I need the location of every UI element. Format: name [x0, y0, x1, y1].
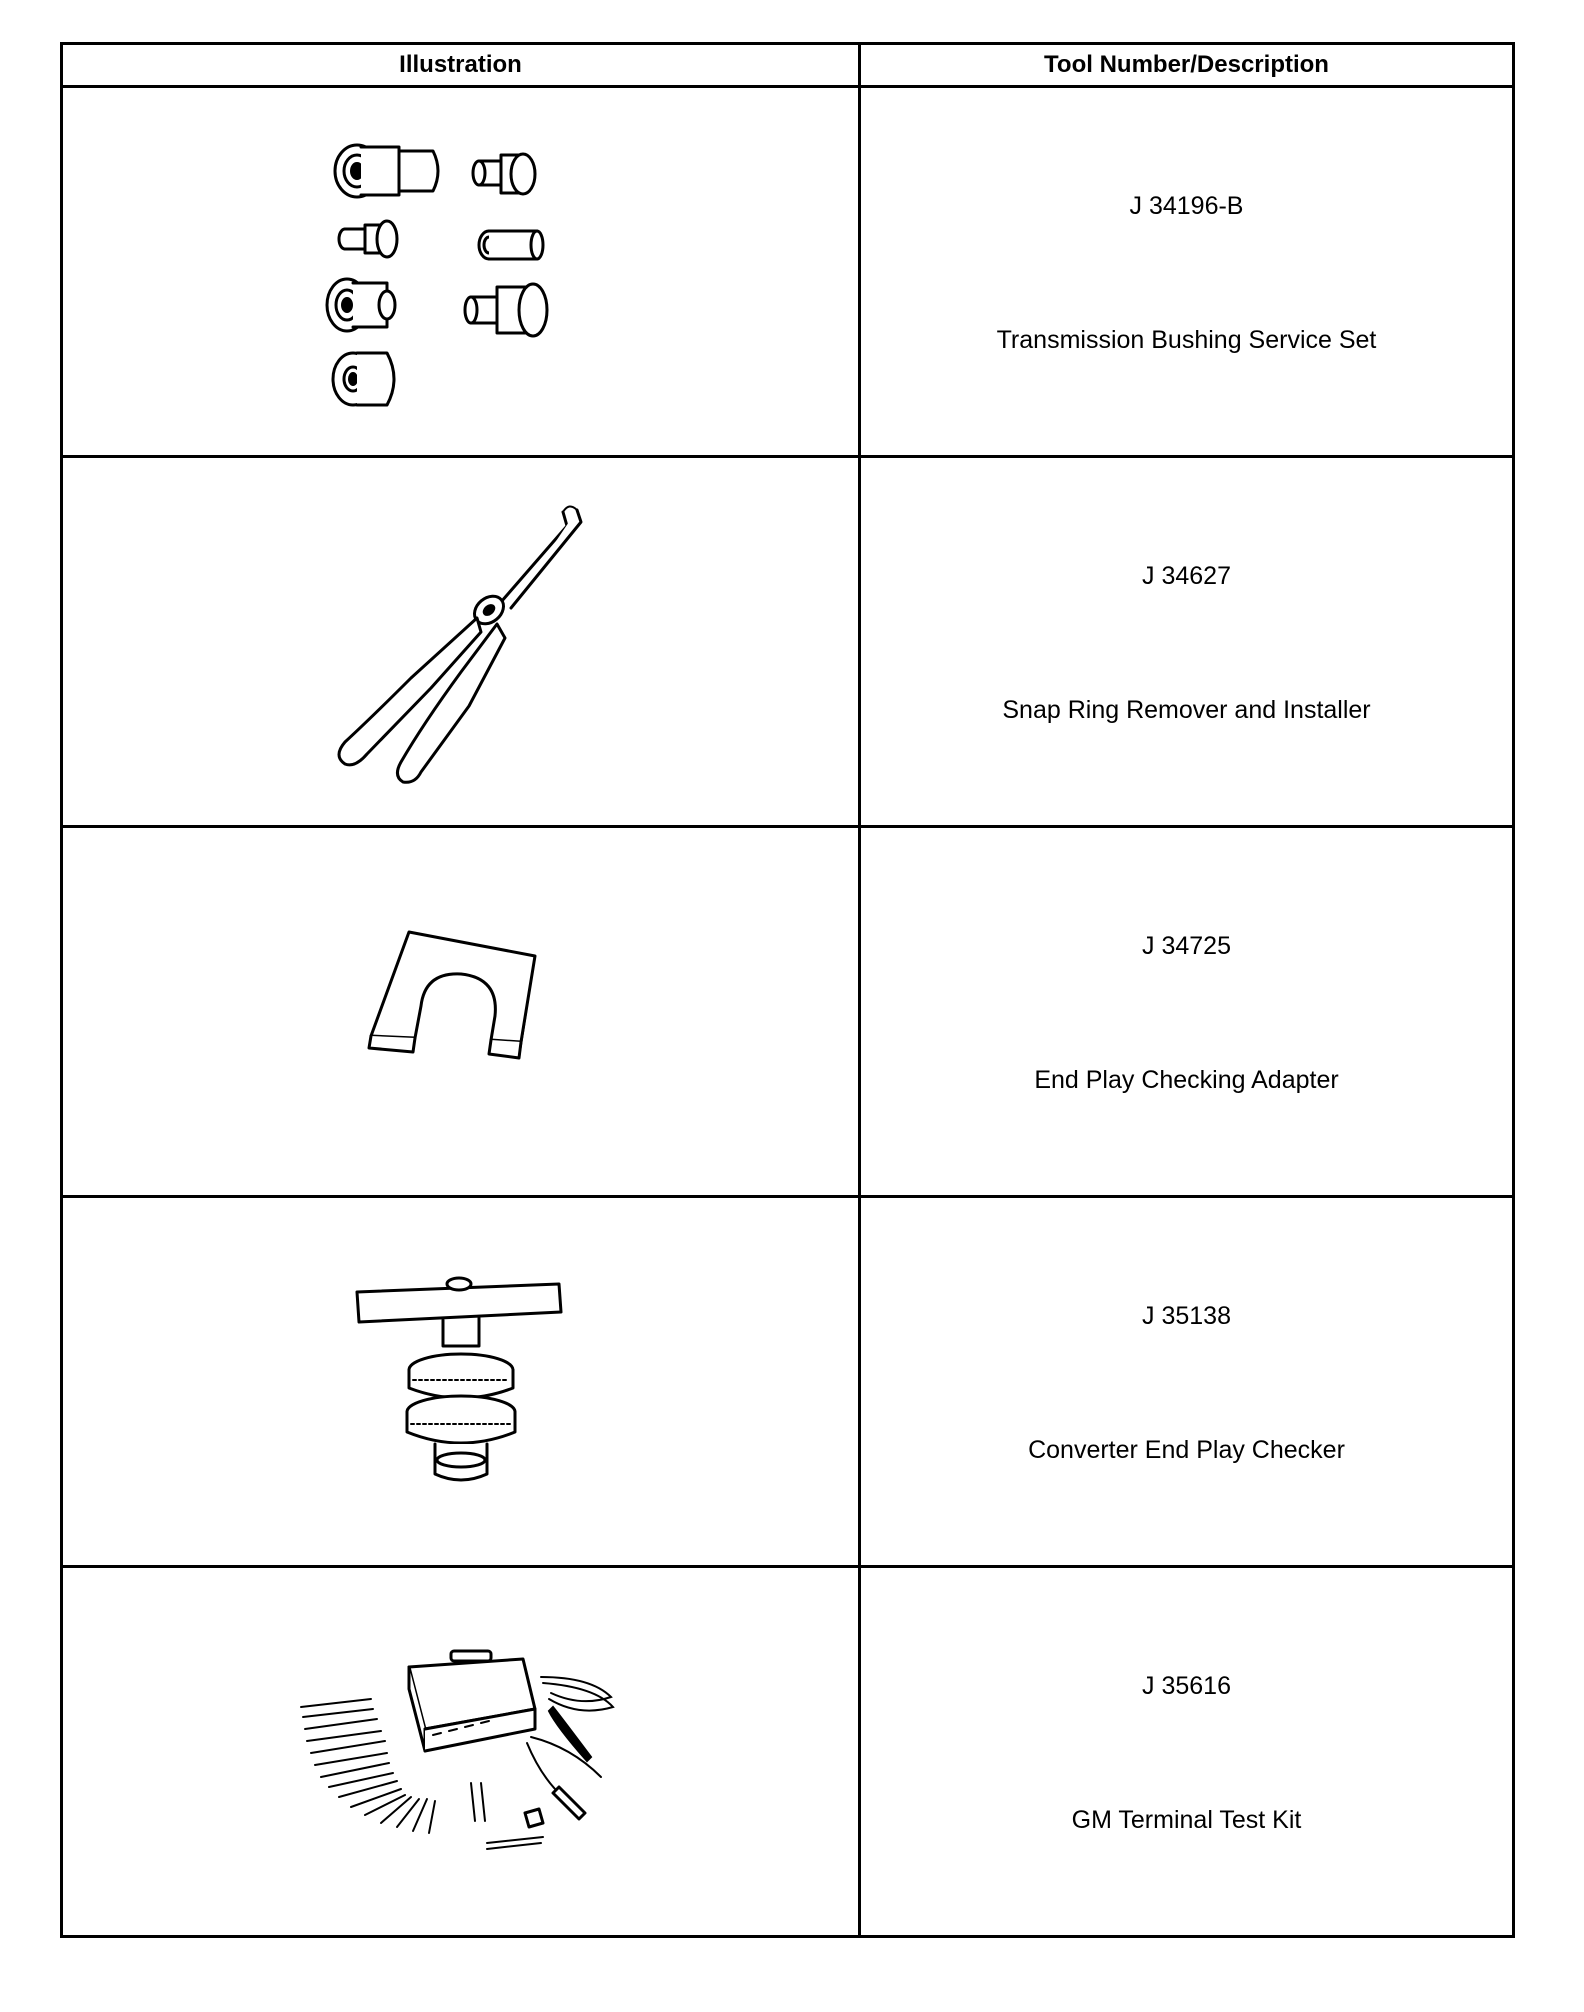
tool-description: End Play Checking Adapter — [1034, 1066, 1339, 1094]
header-tool-number-description: Tool Number/Description — [860, 44, 1514, 87]
terminal-test-kit-icon — [291, 1637, 631, 1867]
tool-cell — [860, 87, 1514, 457]
illustration-cell — [62, 87, 860, 457]
header-illustration: Illustration — [62, 44, 860, 87]
tool-cell — [860, 457, 1514, 827]
snap-ring-pliers-icon — [301, 492, 621, 792]
tool-description: Transmission Bushing Service Set — [996, 326, 1377, 354]
tool-number: J 35616 — [1142, 1672, 1231, 1700]
tool-number: J 34196-B — [1129, 192, 1244, 220]
special-tools-table — [60, 42, 1515, 1938]
tool-number: J 35138 — [1142, 1302, 1231, 1330]
end-play-checker-icon — [331, 1262, 591, 1502]
tool-description: GM Terminal Test Kit — [1071, 1806, 1302, 1834]
bushing-set-icon — [301, 127, 621, 417]
tool-description: Snap Ring Remover and Installer — [1002, 696, 1371, 724]
table-header-row — [62, 44, 1514, 87]
table-row — [62, 1567, 1514, 1937]
tool-cell — [860, 827, 1514, 1197]
tool-cell — [860, 1567, 1514, 1937]
tool-number: J 34725 — [1142, 932, 1231, 960]
table-row — [62, 457, 1514, 827]
illustration-cell — [62, 1567, 860, 1937]
table-row — [62, 87, 1514, 457]
illustration-cell — [62, 827, 860, 1197]
tool-description: Converter End Play Checker — [1028, 1436, 1345, 1464]
u-shaped-adapter-plate-icon — [331, 912, 591, 1112]
tool-number: J 34627 — [1142, 562, 1231, 590]
illustration-cell — [62, 1197, 860, 1567]
illustration-cell — [62, 457, 860, 827]
table-row — [62, 827, 1514, 1197]
table-row — [62, 1197, 1514, 1567]
tool-cell — [860, 1197, 1514, 1567]
